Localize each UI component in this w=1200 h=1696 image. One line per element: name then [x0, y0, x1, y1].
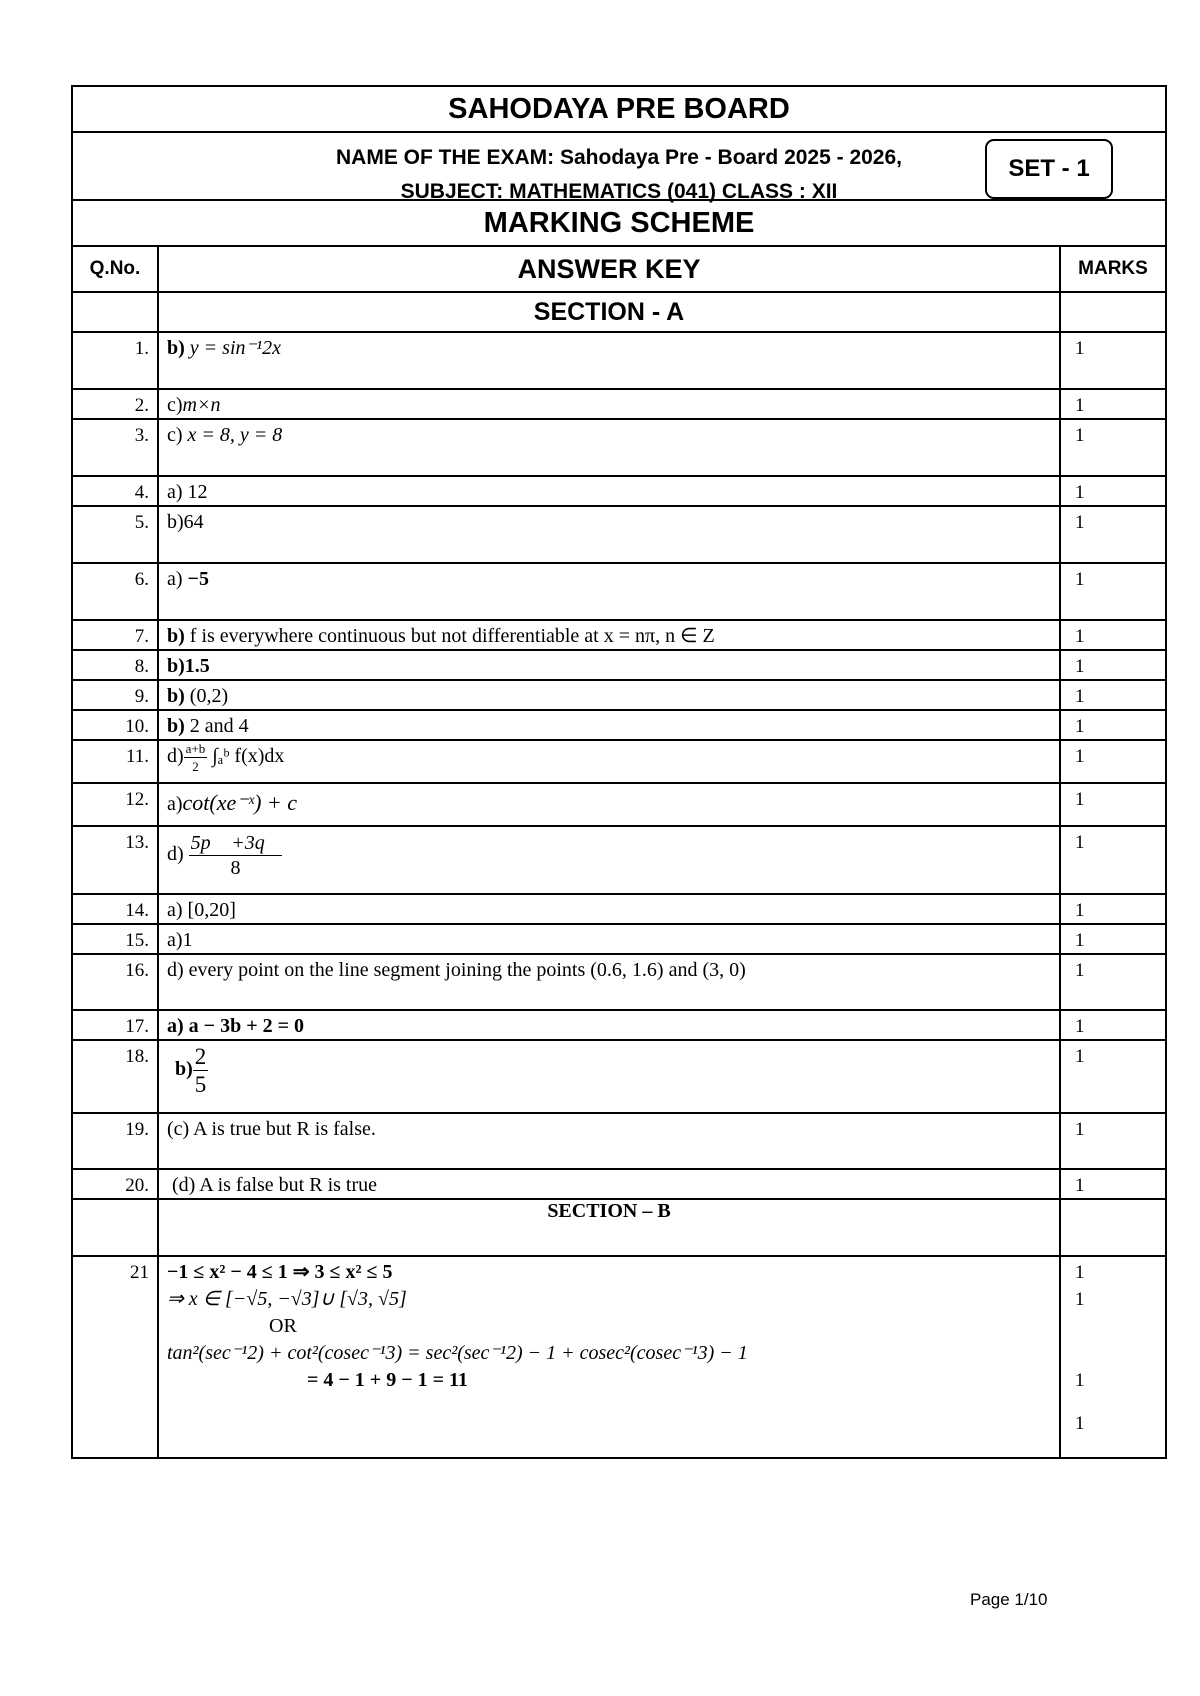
- table-row: [72, 1010, 1166, 1040]
- table-row: [72, 710, 1166, 740]
- answer-text: a − 3b + 2 = 0: [188, 1015, 304, 1037]
- answer-text: (0,2): [189, 685, 229, 707]
- option-label: b): [167, 655, 185, 677]
- marks-value: 1: [1075, 395, 1085, 416]
- option-label: c): [167, 394, 183, 416]
- table-row: [72, 783, 1166, 826]
- q21-marks: [1075, 1257, 1165, 1437]
- question-number: 1.: [134, 338, 149, 359]
- answer-text: every point on the line segment joining the points (0.6, 1.6) and (3, 0): [188, 959, 746, 981]
- question-number: 3.: [134, 425, 149, 446]
- scheme-title-text: MARKING SCHEME: [483, 206, 755, 239]
- fraction: [193, 1045, 209, 1096]
- table-row: [72, 1113, 1166, 1169]
- table-row: [72, 924, 1166, 954]
- q21-line1: −1 ≤ x² − 4 ≤ 1 ⇒ 3 ≤ x² ≤ 5: [167, 1261, 393, 1283]
- fraction: [189, 833, 283, 878]
- marks-value: 1: [1075, 1370, 1085, 1391]
- question-number: 17.: [125, 1016, 149, 1037]
- marks-value: 1: [1075, 1413, 1085, 1434]
- option-label: b): [167, 685, 185, 707]
- question-number: 14.: [125, 900, 149, 921]
- document-title: [72, 86, 1166, 132]
- section-a-row: [72, 292, 1166, 332]
- question-number: 21: [130, 1262, 149, 1283]
- answer-text: −5: [187, 568, 209, 590]
- answer-text: ∫ₐᵇ f(x)dx: [212, 745, 285, 768]
- answer-text: m×n: [182, 394, 221, 416]
- question-number: 13.: [125, 832, 149, 853]
- question-number: 4.: [134, 482, 149, 503]
- fraction-numerator: 2: [194, 1044, 207, 1069]
- option-label: a): [167, 929, 183, 951]
- question-number: 7.: [134, 626, 149, 647]
- option-label: d): [167, 745, 184, 768]
- table-row: [72, 476, 1166, 506]
- marks-value: 1: [1075, 960, 1085, 981]
- question-number: 12.: [125, 789, 149, 810]
- col-qno: Q.No.: [72, 246, 158, 292]
- marks-value: 1: [1075, 789, 1085, 810]
- answer-text: [0,20]: [187, 899, 236, 921]
- question-number: 2.: [134, 395, 149, 416]
- table-row: [72, 740, 1166, 783]
- marks-value: 1: [1075, 686, 1085, 707]
- marks-value: 1: [1075, 1175, 1085, 1196]
- marks-value: 1: [1075, 569, 1085, 590]
- empty-cell: [72, 1199, 158, 1256]
- table-row: [72, 389, 1166, 419]
- marks-value: 1: [1075, 930, 1085, 951]
- col-marks: MARKS: [1060, 246, 1166, 292]
- marks-value: 1: [1075, 900, 1085, 921]
- table-row: [72, 1040, 1166, 1113]
- marks-value: 1: [1075, 626, 1085, 647]
- option-label: a): [167, 899, 183, 921]
- table-row: [72, 332, 1166, 389]
- q21-line4: = 4 − 1 + 9 − 1 = 11: [307, 1369, 468, 1391]
- marks-value: 1: [1075, 746, 1085, 767]
- question-number: 10.: [125, 716, 149, 737]
- q21-solution: [167, 1257, 1059, 1394]
- col-answer-key: ANSWER KEY: [158, 246, 1060, 292]
- marking-scheme-table: [71, 85, 1167, 1459]
- marks-value: 1: [1075, 425, 1085, 446]
- option-label: b): [167, 337, 185, 359]
- marks-value: 1: [1075, 716, 1085, 737]
- empty-cell: [1060, 1199, 1166, 1256]
- subject-line: SUBJECT: MATHEMATICS (041) CLASS : XII: [400, 180, 838, 203]
- answer-text: x = 8, y = 8: [187, 424, 283, 446]
- answer-text: 2 and 4: [189, 715, 249, 737]
- table-row: [72, 1169, 1166, 1199]
- table-row: [72, 563, 1166, 620]
- fraction-denominator: 5: [194, 1072, 207, 1097]
- table-row: [72, 620, 1166, 650]
- column-header-row: [72, 246, 1166, 292]
- page-number: Page 1/10: [970, 1590, 1048, 1609]
- section-a-heading: SECTION - A: [158, 292, 1060, 332]
- question-number: 19.: [125, 1119, 149, 1140]
- question-number: 18.: [125, 1046, 149, 1067]
- section-b-heading: SECTION – B: [158, 1199, 1060, 1256]
- question-number: 15.: [125, 930, 149, 951]
- option-label: (d): [172, 1174, 196, 1196]
- table-row: [72, 954, 1166, 1010]
- empty-cell: [72, 292, 158, 332]
- answer-text: 1.5: [184, 655, 210, 677]
- set-badge: SET - 1: [985, 139, 1113, 199]
- option-label: d): [167, 959, 184, 981]
- fraction-denominator: 2: [192, 759, 199, 774]
- answer-text: cot(xe⁻ˣ) + c: [182, 790, 298, 815]
- marks-value: 1: [1075, 1046, 1085, 1067]
- q21-or: OR: [269, 1315, 297, 1337]
- spacer: [1075, 1394, 1165, 1410]
- marks-value: 1: [1075, 482, 1085, 503]
- spacer: [1075, 1313, 1165, 1367]
- option-label: a): [167, 1015, 184, 1037]
- exam-name-line: NAME OF THE EXAM: Sahodaya Pre - Board 2025 - 2026,: [336, 146, 902, 169]
- table-row: [72, 680, 1166, 710]
- answer-text: A is false but R is true: [199, 1174, 377, 1196]
- option-label: b): [175, 1058, 193, 1081]
- table-row: [72, 419, 1166, 476]
- option-label: b): [167, 715, 185, 737]
- option-label: (c): [167, 1118, 190, 1140]
- marks-value: 1: [1075, 832, 1085, 853]
- fraction-numerator: 5p⃗ +3q⃗: [190, 832, 281, 854]
- option-label: b): [167, 625, 185, 647]
- question-number: 11.: [125, 746, 149, 767]
- answer-text: y = sin⁻¹2x: [189, 337, 281, 359]
- answer-text: 12: [187, 481, 208, 503]
- question-number: 5.: [134, 512, 149, 533]
- fraction: [184, 742, 208, 773]
- empty-cell: [1060, 292, 1166, 332]
- table-row: [72, 506, 1166, 563]
- option-label: b): [167, 511, 184, 533]
- answer-text: A is true but R is false.: [193, 1118, 376, 1140]
- question-number: 6.: [134, 569, 149, 590]
- question-number: 16.: [125, 960, 149, 981]
- option-label: a): [167, 481, 183, 503]
- marks-value: 1: [1075, 1289, 1085, 1310]
- marks-value: 1: [1075, 512, 1085, 533]
- q21-line3: tan²(sec⁻¹2) + cot²(cosec⁻¹3) = sec²(sec⁻¹2) − 1 + cosec²(cosec⁻¹3) − 1: [167, 1342, 748, 1364]
- option-label: c): [167, 424, 183, 446]
- option-label: a): [167, 568, 183, 590]
- title-text: SAHODAYA PRE BOARD: [448, 92, 790, 125]
- question-number: 20.: [125, 1175, 149, 1196]
- option-label: d): [167, 843, 184, 866]
- table-row: [72, 894, 1166, 924]
- marks-value: 1: [1075, 656, 1085, 677]
- marks-value: 1: [1075, 1262, 1085, 1283]
- question-number: 8.: [134, 656, 149, 677]
- question-number: 9.: [134, 686, 149, 707]
- marks-value: 1: [1075, 1016, 1085, 1037]
- marks-value: 1: [1075, 338, 1085, 359]
- answer-text: 1: [182, 929, 193, 951]
- option-label: a): [167, 793, 183, 815]
- table-row: [72, 650, 1166, 680]
- fraction-denominator: 8: [230, 857, 241, 879]
- table-row: [72, 826, 1166, 894]
- exam-info: [72, 132, 1166, 203]
- table-row: [72, 1256, 1166, 1458]
- q21-line2: ⇒ x ∈ [−√5, −√3]∪ [√3, √5]: [167, 1288, 407, 1310]
- answer-text: 64: [183, 511, 204, 533]
- section-b-row: [72, 1199, 1166, 1256]
- fraction-numerator: a+b: [185, 741, 206, 756]
- answer-text: f is everywhere continuous but not differentiable at x = nπ, n ∈ Z: [189, 625, 715, 647]
- marks-value: 1: [1075, 1119, 1085, 1140]
